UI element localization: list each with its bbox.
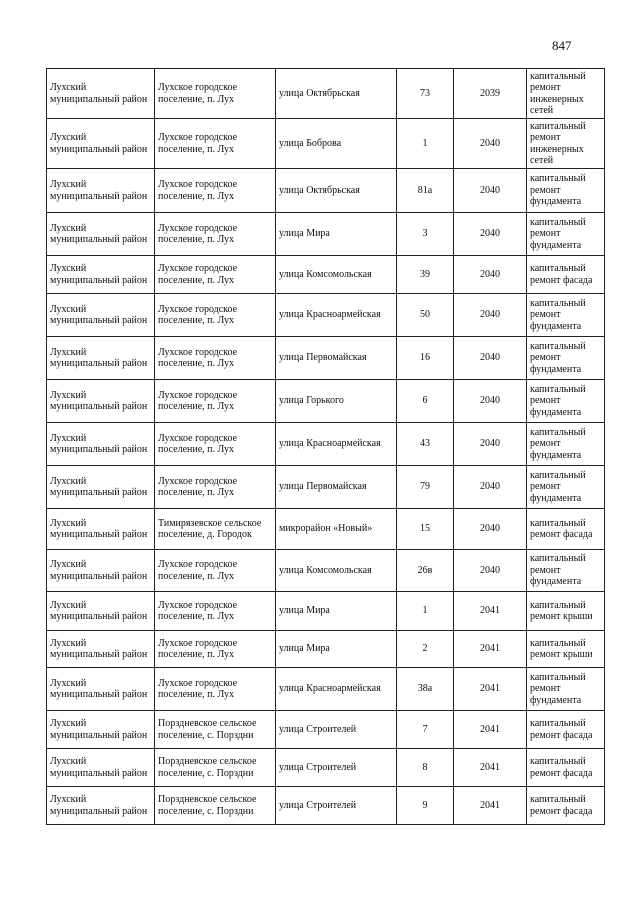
table-row <box>47 256 605 294</box>
table-row <box>47 749 605 787</box>
table-row <box>47 119 605 169</box>
settlement-cell: Лухское городское поселение, п. Лух <box>155 466 276 509</box>
house-number-cell: 8 <box>397 749 454 787</box>
house-number-cell: 15 <box>397 509 454 550</box>
district-cell: Лухский муниципальный район <box>47 631 155 668</box>
work-type-cell: капитальный ремонт фасада <box>527 509 605 550</box>
street-cell: улица Строителей <box>276 749 397 787</box>
district-cell: Лухский муниципальный район <box>47 423 155 466</box>
street-cell: улица Первомайская <box>276 466 397 509</box>
settlement-cell: Лухское городское поселение, п. Лух <box>155 550 276 592</box>
district-cell: Лухский муниципальный район <box>47 256 155 294</box>
settlement-cell: Лухское городское поселение, п. Лух <box>155 294 276 337</box>
work-type-cell: капитальный ремонт фундамента <box>527 337 605 380</box>
house-number-cell: 73 <box>397 69 454 119</box>
district-cell: Лухский муниципальный район <box>47 294 155 337</box>
settlement-cell: Лухское городское поселение, п. Лух <box>155 380 276 423</box>
table-row <box>47 550 605 592</box>
street-cell: улица Первомайская <box>276 337 397 380</box>
table-body <box>47 69 605 825</box>
year-cell: 2041 <box>454 668 527 711</box>
street-cell: улица Горького <box>276 380 397 423</box>
year-cell: 2040 <box>454 256 527 294</box>
house-number-cell: 79 <box>397 466 454 509</box>
work-type-cell: капитальный ремонт фундамента <box>527 169 605 213</box>
table-row <box>47 213 605 256</box>
table-row <box>47 380 605 423</box>
house-number-cell: 7 <box>397 711 454 749</box>
district-cell: Лухский муниципальный район <box>47 787 155 825</box>
repair-schedule-table <box>46 68 605 825</box>
year-cell: 2040 <box>454 380 527 423</box>
work-type-cell: капитальный ремонт фундамента <box>527 668 605 711</box>
street-cell: улица Октябрьская <box>276 69 397 119</box>
table-row <box>47 169 605 213</box>
settlement-cell: Порздневское сельское поселение, с. Порздни <box>155 787 276 825</box>
work-type-cell: капитальный ремонт крыши <box>527 592 605 631</box>
settlement-cell: Лухское городское поселение, п. Лух <box>155 169 276 213</box>
table-row <box>47 69 605 119</box>
settlement-cell: Лухское городское поселение, п. Лух <box>155 213 276 256</box>
house-number-cell: 81а <box>397 169 454 213</box>
table-row <box>47 423 605 466</box>
work-type-cell: капитальный ремонт фасада <box>527 711 605 749</box>
district-cell: Лухский муниципальный район <box>47 169 155 213</box>
year-cell: 2040 <box>454 213 527 256</box>
year-cell: 2041 <box>454 631 527 668</box>
district-cell: Лухский муниципальный район <box>47 69 155 119</box>
district-cell: Лухский муниципальный район <box>47 213 155 256</box>
settlement-cell: Лухское городское поселение, п. Лух <box>155 69 276 119</box>
street-cell: улица Комсомольская <box>276 256 397 294</box>
district-cell: Лухский муниципальный район <box>47 466 155 509</box>
house-number-cell: 9 <box>397 787 454 825</box>
settlement-cell: Лухское городское поселение, п. Лух <box>155 631 276 668</box>
work-type-cell: капитальный ремонт инженерных сетей <box>527 69 605 119</box>
work-type-cell: капитальный ремонт инженерных сетей <box>527 119 605 169</box>
table-row <box>47 631 605 668</box>
table-row <box>47 668 605 711</box>
settlement-cell: Порздневское сельское поселение, с. Порздни <box>155 711 276 749</box>
street-cell: улица Мира <box>276 592 397 631</box>
year-cell: 2041 <box>454 749 527 787</box>
year-cell: 2041 <box>454 592 527 631</box>
street-cell: улица Строителей <box>276 787 397 825</box>
street-cell: улица Мира <box>276 631 397 668</box>
settlement-cell: Лухское городское поселение, п. Лух <box>155 668 276 711</box>
street-cell: улица Комсомольская <box>276 550 397 592</box>
settlement-cell: Лухское городское поселение, п. Лух <box>155 592 276 631</box>
house-number-cell: 1 <box>397 592 454 631</box>
settlement-cell: Лухское городское поселение, п. Лух <box>155 423 276 466</box>
district-cell: Лухский муниципальный район <box>47 550 155 592</box>
street-cell: улица Октябрьская <box>276 169 397 213</box>
street-cell: улица Красноармейская <box>276 294 397 337</box>
district-cell: Лухский муниципальный район <box>47 509 155 550</box>
work-type-cell: капитальный ремонт фундамента <box>527 213 605 256</box>
house-number-cell: 3 <box>397 213 454 256</box>
work-type-cell: капитальный ремонт фундамента <box>527 466 605 509</box>
street-cell: улица Строителей <box>276 711 397 749</box>
table-row <box>47 466 605 509</box>
work-type-cell: капитальный ремонт фасада <box>527 787 605 825</box>
table-row <box>47 711 605 749</box>
street-cell: улица Красноармейская <box>276 668 397 711</box>
work-type-cell: капитальный ремонт фундамента <box>527 423 605 466</box>
house-number-cell: 38а <box>397 668 454 711</box>
street-cell: улица Боброва <box>276 119 397 169</box>
settlement-cell: Порздневское сельское поселение, с. Порздни <box>155 749 276 787</box>
settlement-cell: Лухское городское поселение, п. Лух <box>155 337 276 380</box>
year-cell: 2041 <box>454 787 527 825</box>
table-row <box>47 787 605 825</box>
district-cell: Лухский муниципальный район <box>47 711 155 749</box>
house-number-cell: 16 <box>397 337 454 380</box>
year-cell: 2040 <box>454 423 527 466</box>
street-cell: улица Мира <box>276 213 397 256</box>
house-number-cell: 50 <box>397 294 454 337</box>
work-type-cell: капитальный ремонт крыши <box>527 631 605 668</box>
house-number-cell: 39 <box>397 256 454 294</box>
year-cell: 2040 <box>454 466 527 509</box>
work-type-cell: капитальный ремонт фундамента <box>527 294 605 337</box>
year-cell: 2041 <box>454 711 527 749</box>
table-row <box>47 337 605 380</box>
year-cell: 2039 <box>454 69 527 119</box>
table-row <box>47 294 605 337</box>
street-cell: микрорайон «Новый» <box>276 509 397 550</box>
work-type-cell: капитальный ремонт фасада <box>527 256 605 294</box>
district-cell: Лухский муниципальный район <box>47 380 155 423</box>
house-number-cell: 1 <box>397 119 454 169</box>
year-cell: 2040 <box>454 119 527 169</box>
page-number: 847 <box>552 38 572 53</box>
settlement-cell: Лухское городское поселение, п. Лух <box>155 119 276 169</box>
year-cell: 2040 <box>454 294 527 337</box>
street-cell: улица Красноармейская <box>276 423 397 466</box>
work-type-cell: капитальный ремонт фасада <box>527 749 605 787</box>
district-cell: Лухский муниципальный район <box>47 749 155 787</box>
year-cell: 2040 <box>454 509 527 550</box>
year-cell: 2040 <box>454 337 527 380</box>
year-cell: 2040 <box>454 550 527 592</box>
district-cell: Лухский муниципальный район <box>47 592 155 631</box>
house-number-cell: 6 <box>397 380 454 423</box>
house-number-cell: 43 <box>397 423 454 466</box>
year-cell: 2040 <box>454 169 527 213</box>
work-type-cell: капитальный ремонт фундамента <box>527 550 605 592</box>
table-row <box>47 592 605 631</box>
district-cell: Лухский муниципальный район <box>47 668 155 711</box>
house-number-cell: 26в <box>397 550 454 592</box>
district-cell: Лухский муниципальный район <box>47 337 155 380</box>
house-number-cell: 2 <box>397 631 454 668</box>
settlement-cell: Лухское городское поселение, п. Лух <box>155 256 276 294</box>
settlement-cell: Тимирязевское сельское поселение, д. Городок <box>155 509 276 550</box>
table-row <box>47 509 605 550</box>
district-cell: Лухский муниципальный район <box>47 119 155 169</box>
work-type-cell: капитальный ремонт фундамента <box>527 380 605 423</box>
